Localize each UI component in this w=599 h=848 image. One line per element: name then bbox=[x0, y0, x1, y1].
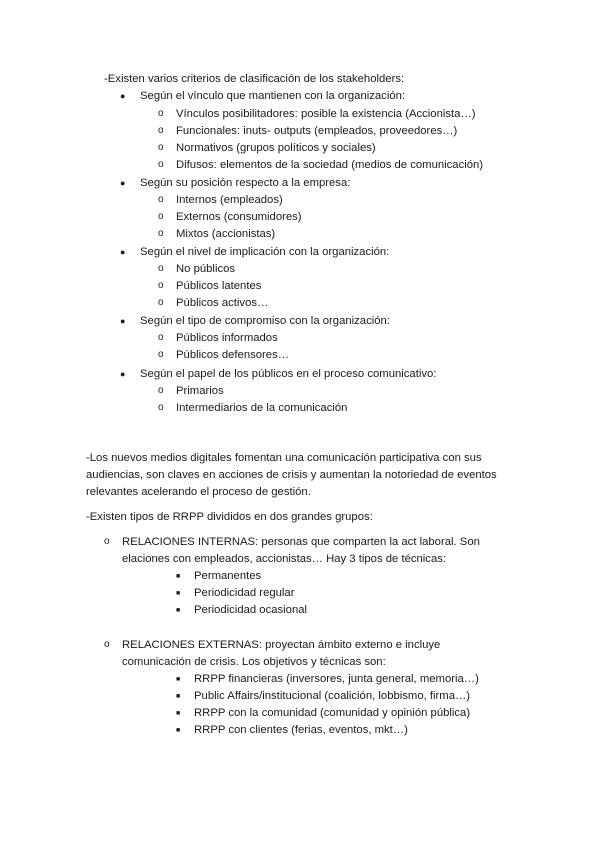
disc-bullet: ● bbox=[120, 178, 126, 188]
criterion-label: Según el tipo de compromiso con la organización: bbox=[140, 315, 390, 327]
paragraph-line: -Los nuevos medios digitales fomentan una comunicación participativa con sus bbox=[86, 452, 482, 464]
circle-bullet: o bbox=[158, 194, 164, 205]
list-item: Difusos: elementos de la sociedad (medios de comunicación) bbox=[176, 159, 484, 171]
disc-bullet: ● bbox=[120, 369, 126, 379]
externas-text: comunicación de crisis. Los objetivos y técnicas son: bbox=[122, 656, 386, 668]
list-item: Funcionales: inuts- outputs (empleados, proveedores…) bbox=[176, 125, 458, 137]
disc-bullet: ● bbox=[120, 91, 126, 101]
square-bullet: ■ bbox=[176, 710, 181, 717]
criterion-label: Según el nivel de implicación con la organización: bbox=[140, 246, 390, 258]
circle-bullet: o bbox=[158, 349, 164, 360]
list-item: Públicos defensores… bbox=[176, 349, 290, 361]
list-item: Internos (empleados) bbox=[176, 194, 283, 206]
list-item: Periodicidad ocasional bbox=[194, 604, 308, 616]
list-item: Vínculos posibilitadores: posible la existencia (Accionista…) bbox=[176, 108, 476, 120]
list-item: Mixtos (accionistas) bbox=[176, 228, 276, 240]
disc-bullet: ● bbox=[120, 316, 126, 326]
disc-bullet: ● bbox=[120, 247, 126, 257]
circle-bullet: o bbox=[158, 211, 164, 222]
list-item: Intermediarios de la comunicación bbox=[176, 402, 348, 414]
circle-bullet: o bbox=[158, 385, 164, 396]
circle-bullet: o bbox=[158, 108, 164, 119]
rrpp-intro: -Existen tipos de RRPP divididos en dos grandes grupos: bbox=[86, 511, 373, 523]
square-bullet: ■ bbox=[176, 676, 181, 683]
list-item: Públicos latentes bbox=[176, 280, 262, 292]
list-item: Primarios bbox=[176, 385, 224, 397]
criterion-label: Según el vínculo que mantienen con la organización: bbox=[140, 90, 406, 102]
externas-text: RELACIONES EXTERNAS: proyectan ámbito externo e incluye bbox=[122, 639, 441, 651]
circle-bullet: o bbox=[158, 159, 164, 170]
circle-bullet: o bbox=[104, 639, 110, 650]
circle-bullet: o bbox=[158, 142, 164, 153]
list-item: RRPP financieras (inversores, junta general, memoria…) bbox=[194, 673, 479, 685]
list-item: RRPP con la comunidad (comunidad y opinión pública) bbox=[194, 707, 471, 719]
list-item: Permanentes bbox=[194, 570, 262, 582]
circle-bullet: o bbox=[158, 402, 164, 413]
circle-bullet: o bbox=[158, 297, 164, 308]
square-bullet: ■ bbox=[176, 573, 181, 580]
list-item: Periodicidad regular bbox=[194, 587, 295, 599]
criterion-label: Según el papel de los públicos en el proceso comunicativo: bbox=[140, 368, 437, 380]
square-bullet: ■ bbox=[176, 727, 181, 734]
square-bullet: ■ bbox=[176, 693, 181, 700]
list-item: Públicos informados bbox=[176, 332, 278, 344]
list-item: Públicos activos… bbox=[176, 297, 269, 309]
circle-bullet: o bbox=[158, 332, 164, 343]
list-item: Public Affairs/institucional (coalición, lobbismo, firma…) bbox=[194, 690, 471, 702]
internas-text: RELACIONES INTERNAS: personas que comparten la act laboral. Son bbox=[122, 536, 480, 548]
circle-bullet: o bbox=[158, 263, 164, 274]
internas-text: elaciones con empleados, accionistas… Hay 3 tipos de técnicas: bbox=[122, 553, 447, 565]
list-item: No públicos bbox=[176, 263, 236, 275]
intro-text: -Existen varios criterios de clasificación de los stakeholders: bbox=[104, 73, 405, 85]
list-item: Externos (consumidores) bbox=[176, 211, 302, 223]
list-item: RRPP con clientes (ferias, eventos, mkt…) bbox=[194, 724, 408, 736]
circle-bullet: o bbox=[158, 125, 164, 136]
circle-bullet: o bbox=[158, 228, 164, 239]
square-bullet: ■ bbox=[176, 590, 181, 597]
square-bullet: ■ bbox=[176, 607, 181, 614]
circle-bullet: o bbox=[158, 280, 164, 291]
paragraph-line: audiencias, son claves en acciones de crisis y aumentan la notoriedad de eventos bbox=[86, 469, 497, 481]
circle-bullet: o bbox=[104, 536, 110, 547]
list-item: Normativos (grupos políticos y sociales) bbox=[176, 142, 376, 154]
criterion-label: Según su posición respecto a la empresa: bbox=[140, 177, 351, 189]
paragraph-line: relevantes acelerando el proceso de gestión. bbox=[86, 486, 311, 498]
